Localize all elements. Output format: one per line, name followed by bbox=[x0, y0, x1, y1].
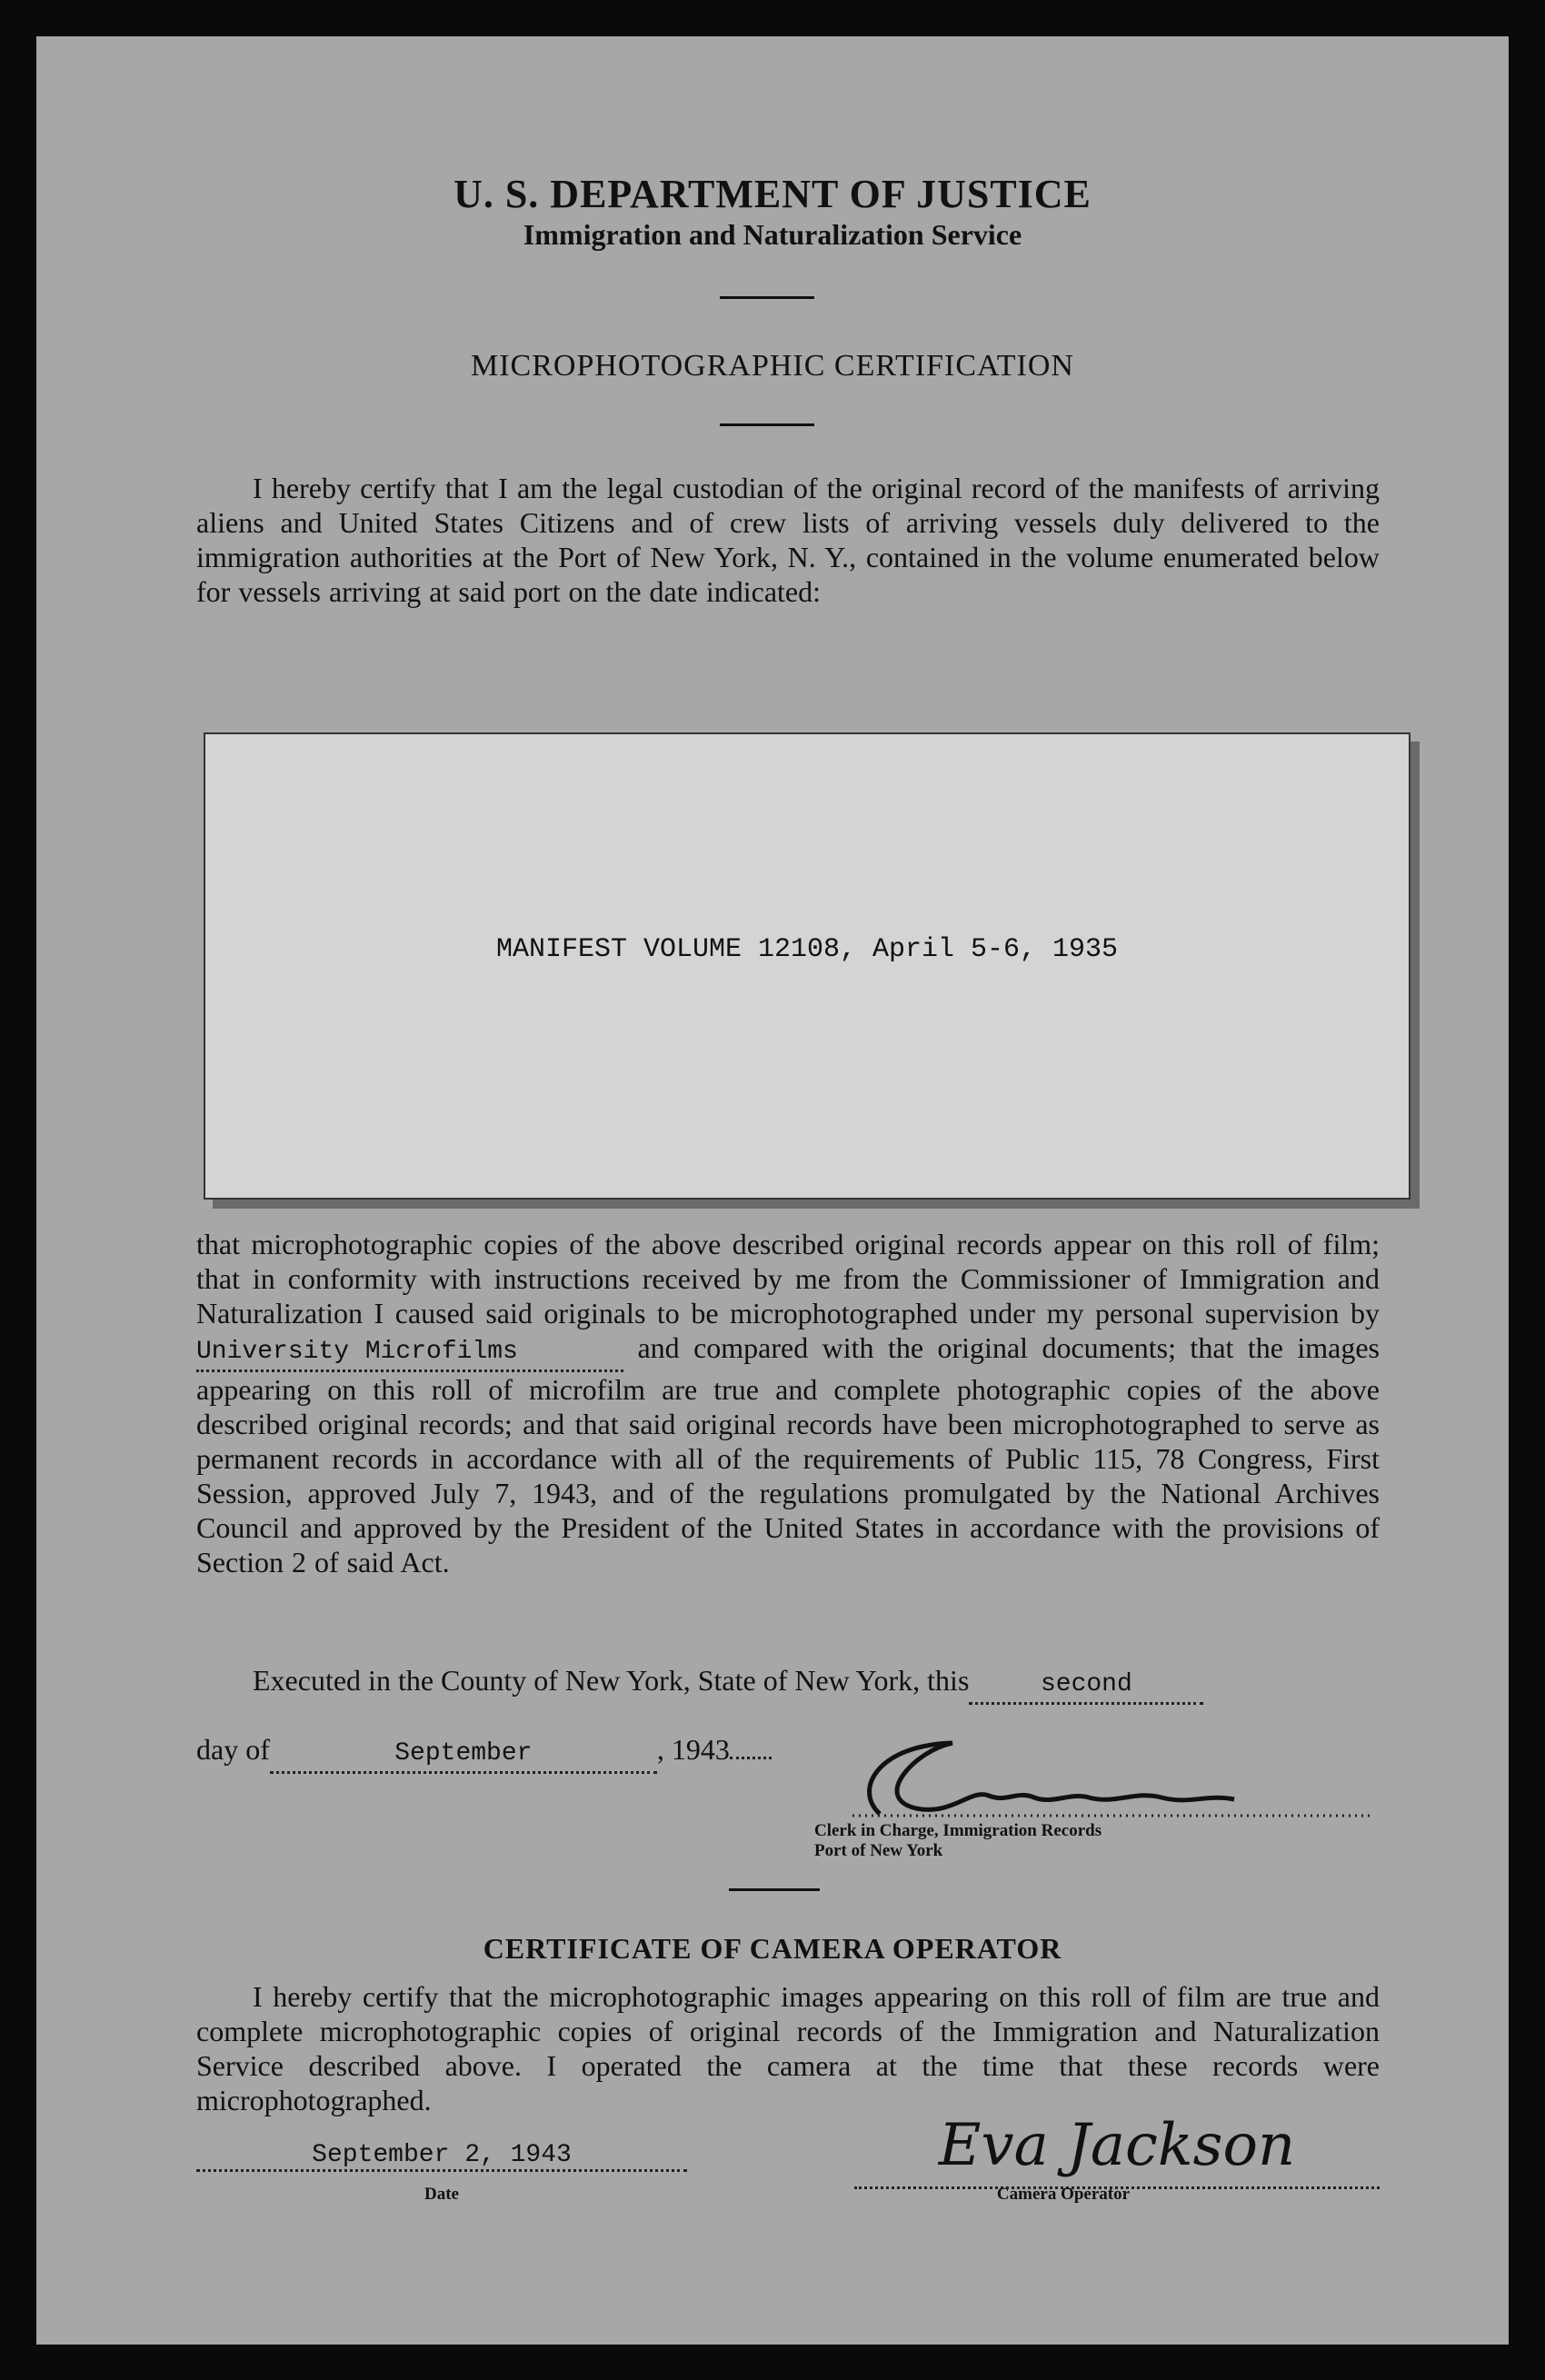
date-line bbox=[196, 1732, 772, 1774]
month-value: September bbox=[394, 1739, 533, 1768]
body-part-2: and compared with the original documents; that the images appearing on this roll of microfilm are true and complete photographic copies of the above described original records; and that said original records have been microphotographed to serve as permanent records in accordance with all of the requirements of Public 115, 78 Congress, First Session, approved July 7, 1943, and of the regulations promulgated by the National Archives Council and approved by the President of the United States in accordance with the provisions of Section 2 of said Act. bbox=[196, 1331, 1381, 1578]
certification-heading: MICROPHOTOGRAPHIC CERTIFICATION bbox=[470, 349, 1074, 383]
certification-body bbox=[196, 1227, 1380, 1579]
operator-signature: Eva Jackson bbox=[938, 2112, 1296, 2179]
operator-caption: Camera Operator bbox=[996, 2185, 1131, 2204]
camera-certificate-body: I hereby certify that the microphotographic images appearing on this roll of film are true and complete microphotographic copies of original records of the Immigration and Naturalization Service described above. I operated the camera at the time that these records were microphotographed. bbox=[196, 1980, 1380, 2116]
department-title: U. S. DEPARTMENT OF JUSTICE bbox=[454, 172, 1091, 216]
date-caption: Date bbox=[424, 2185, 459, 2204]
supervisor-name: University Microfilms bbox=[196, 1338, 518, 1366]
volume-label: MANIFEST VOLUME 12108, April 5-6, 1935 bbox=[495, 934, 1119, 965]
year-value: , 1943 bbox=[656, 1733, 730, 1766]
divider bbox=[720, 296, 814, 299]
certificate-date: September 2, 1943 bbox=[312, 2141, 572, 2169]
executed-text: Executed in the County of New York, State of New York, this bbox=[253, 1664, 970, 1697]
certificate-page bbox=[36, 36, 1509, 2345]
operator-signature-line bbox=[854, 2114, 1380, 2194]
divider bbox=[720, 423, 814, 426]
day-of-label: day of bbox=[196, 1733, 270, 1766]
clerk-caption: Clerk in Charge, Immigration Records Port of New York bbox=[814, 1821, 1102, 1860]
service-subtitle: Immigration and Naturalization Service bbox=[523, 218, 1022, 251]
body-part-1: that microphotographic copies of the above described original records appear on this roll of film; that in conformity with instructions received by me from the Commissioner of Immigration and Naturalization I caused said originals to be microphotographed under my personal supervision by bbox=[196, 1228, 1380, 1329]
camera-certificate-heading: CERTIFICATE OF CAMERA OPERATOR bbox=[483, 1932, 1062, 1965]
clerk-signature bbox=[816, 1725, 1380, 1834]
day-value: second bbox=[1040, 1670, 1132, 1698]
divider bbox=[729, 1888, 820, 1891]
volume-card bbox=[204, 732, 1410, 1200]
executed-line bbox=[253, 1663, 1203, 1705]
intro-paragraph: I hereby certify that I am the legal custodian of the original record of the manifests of arriving aliens and United States Citizens and of crew lists of arriving vessels duly delivered to the immigration authorities at the Port of New York, N. Y., contained in the volume enumerated below for vessels arriving at said port on the date indicated: bbox=[196, 472, 1380, 608]
date-signature-line bbox=[196, 2141, 687, 2172]
